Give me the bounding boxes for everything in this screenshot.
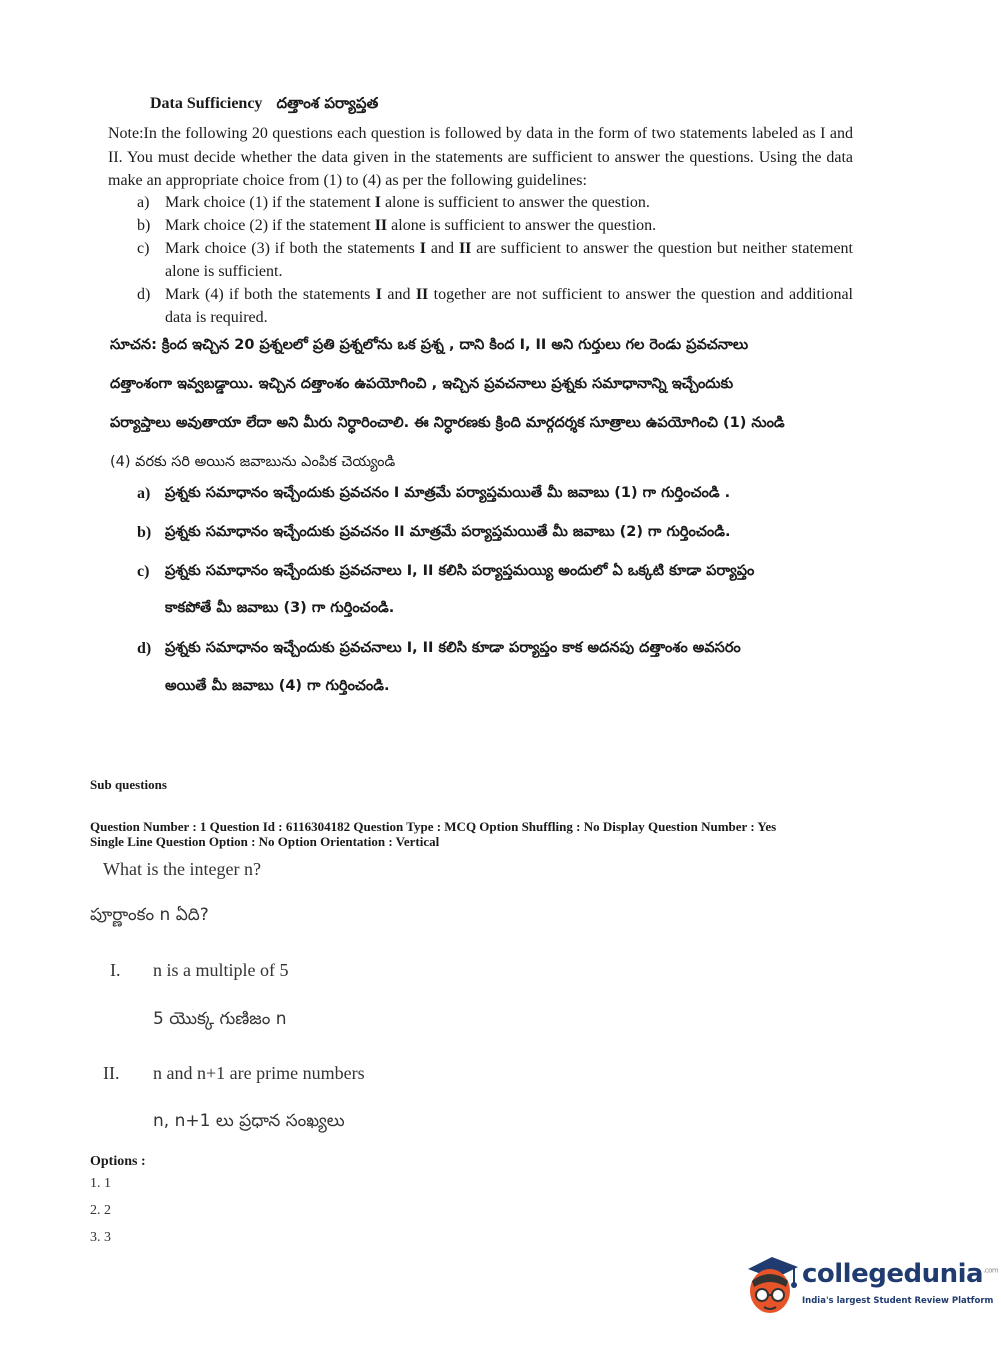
- telugu-note-line: దత్తాంశంగా ఇవ్వబడ్డాయి. ఇచ్చిన దత్తాంశం ఉపయోగించి , ఇచ్చిన ప్రవచనాలు ప్రశ్నకు సమాధానాన్ని ఇచ్చేందుకు: [110, 376, 734, 392]
- telugu-note-line: పర్యాప్తాలు అవుతాయా లేదా అని మీరు నిర్ధారించాలి. ఈ నిర్ధారణకు క్రింది మార్గదర్శక సూత్రాలు ఉపయోగించి (1) నుండి: [110, 415, 785, 431]
- statement-label: I.: [110, 960, 121, 980]
- option-item[interactable]: 2. 2: [90, 1203, 111, 1218]
- question-meta-line2: Single Line Question Option : No Option Orientation : Vertical: [90, 834, 440, 849]
- sub-questions-label: Sub questions: [90, 777, 167, 792]
- option-item[interactable]: 3. 3: [90, 1230, 111, 1245]
- options-label: Options :: [90, 1154, 146, 1169]
- question-text-en: What is the integer n?: [103, 859, 261, 879]
- guideline-item-a: [137, 191, 853, 214]
- guideline-label: d): [137, 286, 151, 303]
- collegedunia-logo: [742, 1253, 999, 1323]
- guideline-text: Mark (4) if both the statements I and II together are not sufficient to answer the question and additional data is required.: [165, 286, 853, 326]
- question-text-te: పూర్ణాంకం n ఏది?: [90, 905, 209, 925]
- logo-wordmark: collegedunia$^{.com}$: [802, 1259, 999, 1289]
- statement-text-en: n is a multiple of 5: [153, 960, 289, 980]
- option-item[interactable]: 1. 1: [90, 1176, 111, 1191]
- guideline-item-b: [137, 214, 853, 237]
- telugu-guideline-a: a) ప్రశ్నకు సమాధానం ఇచ్చేందుకు ప్రవచనం I మాత్రమే పర్యాప్తమయితే మీ జవాబు (1) గా గుర్తించండి .: [137, 485, 731, 502]
- section-heading-te: దత్తాంశ పర్యాప్తత: [276, 94, 379, 112]
- guideline-label: c): [137, 240, 150, 257]
- statement-text-te: 5 యొక్క గుణిజం n: [153, 1009, 287, 1029]
- question-meta-line1: Question Number : 1 Question Id : 6116304182 Question Type : MCQ Option Shuffling : No Display Question Number : Yes: [90, 819, 777, 834]
- english-note: Note:In the following 20 questions each question is followed by data in the form of two statements labeled as I and II. You must decide whether the data given in the statements are sufficient to answer the questions. Using the data make an appropriate choice from (1) to (4) as per the following guidelines:: [108, 125, 853, 189]
- question-meta: [90, 819, 776, 849]
- guideline-text: Mark choice (1) if the statement I alone is sufficient to answer the question.: [165, 194, 650, 211]
- mascot-icon: [742, 1253, 802, 1323]
- statement-label: II.: [103, 1063, 120, 1083]
- guideline-text: Mark choice (2) if the statement II alone is sufficient to answer the question.: [165, 217, 657, 234]
- guideline-item-d: [137, 283, 853, 329]
- guideline-label: b): [137, 217, 151, 234]
- logo-tagline: India's largest Student Review Platform: [802, 1296, 994, 1306]
- statement-text-te: n, n+1 లు ప్రధాన సంఖ్యలు: [153, 1111, 345, 1131]
- statement-text-en: n and n+1 are prime numbers: [153, 1063, 365, 1083]
- telugu-guideline-d-cont: అయితే మీ జవాబు (4) గా గుర్తించండి.: [165, 678, 390, 694]
- guideline-item-c: [137, 237, 853, 283]
- guideline-label: a): [137, 194, 150, 211]
- telugu-guideline-b: b) ప్రశ్నకు సమాధానం ఇచ్చేందుకు ప్రవచనం II మాత్రమే పర్యాప్తమయితే మీ జవాబు (2) గా గుర్తించండి.: [137, 524, 731, 541]
- section-heading: [150, 94, 378, 116]
- guideline-text: Mark choice (3) if both the statements I and II are sufficient to answer the question but neither statement alone is sufficient.: [165, 240, 853, 280]
- telugu-note-line: సూచన: క్రింద ఇచ్చిన 20 ప్రశ్నలలో ప్రతి ప్రశ్నలోను ఒక ప్రశ్న , దాని కింద I, II అని గుర్తులు గల రెండు ప్రవచనాలు: [110, 337, 749, 353]
- guideline-list: [137, 191, 853, 329]
- telugu-guideline-c-cont: కాకపోతే మీ జవాబు (3) గా గుర్తించండి.: [165, 600, 395, 616]
- section-heading-en: Data Sufficiency: [150, 95, 263, 112]
- telugu-guideline-d: d) ప్రశ్నకు సమాధానం ఇచ్చేందుకు ప్రవచనాలు I, II కలిసి కూడా పర్యాప్తం కాక అదనపు దత్తాంశం అవసరం: [137, 640, 741, 657]
- telugu-guideline-c: c) ప్రశ్నకు సమాధానం ఇచ్చేందుకు ప్రవచనాలు I, II కలిసి పర్యాప్తమయ్యి అందులో ఏ ఒక్కటి కూడా పర్యాప్తం: [137, 563, 755, 580]
- telugu-note-line: (4) వరకు సరి అయిన జవాబును ఎంపిక చెయ్యండి: [110, 454, 396, 470]
